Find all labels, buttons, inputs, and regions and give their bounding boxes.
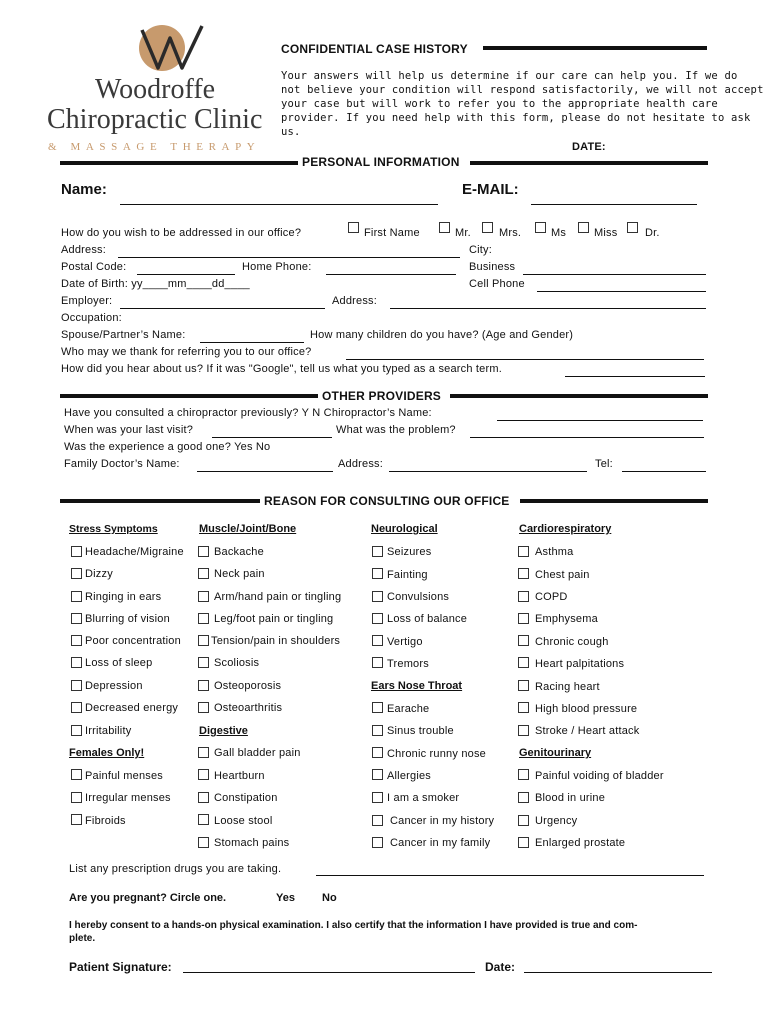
symptom-label: Osteoarthritis: [214, 702, 283, 714]
symptom-label: Loss of balance: [387, 613, 468, 625]
checkbox[interactable]: [372, 568, 383, 579]
chiropractor-name-field[interactable]: [497, 420, 703, 421]
salutation-option-label: Mrs.: [499, 227, 522, 239]
checkbox[interactable]: [372, 591, 383, 602]
checkbox[interactable]: [71, 702, 82, 713]
header-date-label: DATE:: [572, 141, 606, 153]
checkbox[interactable]: [518, 815, 529, 826]
checkbox[interactable]: [372, 657, 383, 668]
patient-signature-field[interactable]: [183, 972, 475, 973]
checkbox[interactable]: [198, 814, 209, 825]
section-rule: [470, 161, 708, 165]
salutation-miss-checkbox[interactable]: [578, 222, 589, 233]
symptom-label: Seizures: [387, 546, 432, 558]
symptom-label: Chest pain: [535, 569, 590, 581]
address-field[interactable]: [118, 257, 460, 258]
symptom-label: Loss of sleep: [85, 657, 153, 669]
column-header-digestive: Digestive: [199, 725, 248, 737]
checkbox[interactable]: [372, 792, 383, 803]
logo-line-1: Woodroffe: [95, 74, 216, 105]
checkbox[interactable]: [518, 680, 529, 691]
checkbox[interactable]: [71, 680, 82, 691]
checkbox[interactable]: [518, 837, 529, 848]
checkbox[interactable]: [198, 657, 209, 668]
symptom-label: Painful menses: [85, 770, 164, 782]
checkbox[interactable]: [372, 769, 383, 780]
symptom-label: Asthma: [535, 546, 574, 558]
checkbox[interactable]: [518, 769, 529, 780]
salutation-mrs-checkbox[interactable]: [482, 222, 493, 233]
email-label: E-MAIL:: [462, 181, 519, 198]
prescription-drugs-label: List any prescription drugs you are taking.: [69, 863, 282, 875]
checkbox[interactable]: [372, 613, 383, 624]
family-doctor-field[interactable]: [197, 471, 333, 472]
symptom-label: Fainting: [387, 569, 428, 581]
spouse-label: Spouse/Partner’s Name:: [61, 329, 186, 341]
checkbox[interactable]: [198, 792, 209, 803]
city-label: City:: [469, 244, 492, 256]
checkbox[interactable]: [198, 680, 209, 691]
section-rule: [450, 394, 708, 398]
problem-field[interactable]: [470, 437, 704, 438]
symptom-label: Neck pain: [214, 568, 265, 580]
symptom-label: Osteoporosis: [214, 680, 282, 692]
symptom-label: Ringing in ears: [85, 591, 162, 603]
checkbox[interactable]: [71, 814, 82, 825]
salutation-option-label: First Name: [364, 227, 420, 239]
checkbox[interactable]: [518, 792, 529, 803]
checkbox[interactable]: [518, 546, 529, 557]
checkbox[interactable]: [71, 769, 82, 780]
postal-code-label: Postal Code:: [61, 261, 127, 273]
symptom-label: Loose stool: [214, 815, 273, 827]
checkbox[interactable]: [372, 546, 383, 557]
symptom-label: Arm/hand pain or tingling: [214, 591, 342, 603]
hear-about-label: How did you hear about us? If it was "Google", tell us what you typed as a search term.: [61, 363, 502, 375]
salutation-first-name-checkbox[interactable]: [348, 222, 359, 233]
symptom-label: Poor concentration: [85, 635, 181, 647]
spouse-field[interactable]: [200, 342, 304, 343]
checkbox[interactable]: [71, 792, 82, 803]
experience-question: Was the experience a good one? Yes No: [64, 441, 271, 453]
symptom-label: Constipation: [214, 792, 278, 804]
symptom-label: Stroke / Heart attack: [535, 725, 640, 737]
checkbox[interactable]: [198, 591, 209, 602]
checkbox[interactable]: [372, 815, 383, 826]
home-phone-label: Home Phone:: [242, 261, 312, 273]
intro-line: provider. If you need help with this form, please do not hesitate to ask: [281, 112, 751, 124]
symptom-label: Tension/pain in shoulders: [211, 635, 341, 647]
symptom-label: Racing heart: [535, 681, 600, 693]
employer-field[interactable]: [120, 308, 325, 309]
intro-line: Your answers will help us determine if our care can help you. If we do: [281, 70, 738, 82]
checkbox[interactable]: [198, 769, 209, 780]
name-label: Name:: [61, 181, 107, 198]
employer-label: Employer:: [61, 295, 113, 307]
referral-field[interactable]: [346, 359, 704, 360]
signature-date-field[interactable]: [524, 972, 712, 973]
symptom-label: Depression: [85, 680, 143, 692]
column-header-genitourinary: Genitourinary: [519, 747, 592, 759]
symptom-label: Sinus trouble: [387, 725, 454, 737]
business-phone-field[interactable]: [523, 274, 706, 275]
salutation-ms-checkbox[interactable]: [535, 222, 546, 233]
symptom-label: I am a smoker: [387, 792, 460, 804]
salutation-option-label: Miss: [594, 227, 618, 239]
section-rule: [60, 394, 318, 398]
signature-date-label: Date:: [485, 960, 516, 974]
doctor-tel-field[interactable]: [622, 471, 706, 472]
symptom-label: Earache: [387, 703, 430, 715]
checkbox[interactable]: [198, 568, 209, 579]
column-header-neurological: Neurological: [371, 523, 438, 535]
symptom-label: Stomach pains: [214, 837, 290, 849]
checkbox[interactable]: [198, 837, 209, 848]
column-header-ent: Ears Nose Throat: [371, 680, 463, 692]
symptom-label: Blurring of vision: [85, 613, 170, 625]
salutation-option-label: Dr.: [645, 227, 660, 239]
symptom-label: Chronic runny nose: [387, 748, 486, 760]
logo-mark-icon: [132, 24, 212, 76]
checkbox[interactable]: [71, 546, 82, 557]
section-personal-title: PERSONAL INFORMATION: [302, 155, 460, 169]
doctor-address-label: Address:: [338, 458, 384, 470]
symptom-label: Heart palpitations: [535, 658, 625, 670]
salutation-option-label: Mr.: [455, 227, 471, 239]
symptom-label: COPD: [535, 591, 568, 603]
symptom-label: Leg/foot pain or tingling: [214, 613, 334, 625]
checkbox[interactable]: [372, 702, 383, 713]
cell-phone-field[interactable]: [537, 291, 706, 292]
checkbox[interactable]: [71, 568, 82, 579]
employer-address-field[interactable]: [390, 308, 706, 309]
last-visit-label: When was your last visit?: [64, 424, 194, 436]
symptom-label: Irregular menses: [85, 792, 171, 804]
home-phone-field[interactable]: [326, 274, 456, 275]
children-label: How many children do you have? (Age and Gender): [310, 329, 574, 341]
name-field[interactable]: [120, 204, 438, 205]
column-header-muscle: Muscle/Joint/Bone: [199, 523, 297, 535]
section-rule: [520, 499, 708, 503]
symptom-label: Cancer in my family: [390, 837, 491, 849]
logo-line-3: & MASSAGE THERAPY: [48, 141, 261, 153]
section-providers-title: OTHER PROVIDERS: [322, 389, 442, 403]
occupation-label: Occupation:: [61, 312, 122, 324]
address-label: Address:: [61, 244, 107, 256]
intro-line: your case but will work to refer you to the appropriate health care: [281, 98, 718, 110]
title-rule: [483, 46, 707, 50]
column-header-cardio: Cardiorespiratory: [519, 523, 612, 535]
checkbox[interactable]: [372, 837, 383, 848]
doctor-address-field[interactable]: [389, 471, 587, 472]
checkbox[interactable]: [372, 635, 383, 646]
section-rule: [60, 499, 260, 503]
last-visit-field[interactable]: [212, 437, 332, 438]
checkbox[interactable]: [198, 702, 209, 713]
dob-label: Date of Birth: yy____mm____dd____: [61, 278, 250, 290]
checkbox[interactable]: [518, 635, 529, 646]
symptom-label: Decreased energy: [85, 702, 179, 714]
checkbox[interactable]: [71, 725, 82, 736]
hear-about-field[interactable]: [565, 376, 705, 377]
patient-signature-label: Patient Signature:: [69, 960, 172, 974]
salutation-option-label: Ms: [551, 227, 567, 239]
salutation-mr-checkbox[interactable]: [439, 222, 450, 233]
column-header-females: Females Only!: [69, 747, 145, 759]
symptom-label: Convulsions: [387, 591, 450, 603]
checkbox[interactable]: [198, 747, 209, 758]
symptom-label: Cancer in my history: [390, 815, 495, 827]
checkbox[interactable]: [372, 725, 383, 736]
consent-text: I hereby consent to a hands-on physical examination. I also certify that the information I have provided is true and com-: [69, 920, 638, 931]
salutation-dr-checkbox[interactable]: [627, 222, 638, 233]
symptom-label: High blood pressure: [535, 703, 638, 715]
symptom-label: Gall bladder pain: [214, 747, 301, 759]
symptom-label: Painful voiding of bladder: [535, 770, 664, 782]
consent-text: plete.: [69, 933, 96, 944]
symptom-label: Headache/Migraine: [85, 546, 184, 558]
email-field[interactable]: [531, 204, 697, 205]
symptom-label: Dizzy: [85, 568, 113, 580]
symptom-label: Enlarged prostate: [535, 837, 626, 849]
referral-label: Who may we thank for referring you to our office?: [61, 346, 312, 358]
checkbox[interactable]: [372, 747, 383, 758]
symptom-label: Backache: [214, 546, 264, 558]
checkbox[interactable]: [198, 635, 209, 646]
symptom-label: Heartburn: [214, 770, 265, 782]
symptom-label: Urgency: [535, 815, 578, 827]
checkbox[interactable]: [71, 635, 82, 646]
prescription-drugs-field[interactable]: [316, 875, 704, 876]
symptom-label: Scoliosis: [214, 657, 260, 669]
family-doctor-label: Family Doctor’s Name:: [64, 458, 180, 470]
symptom-label: Chronic cough: [535, 636, 609, 648]
problem-label: What was the problem?: [336, 424, 456, 436]
column-header-stress: Stress Symptoms: [69, 523, 158, 535]
checkbox[interactable]: [518, 591, 529, 602]
intro-line: us.: [281, 126, 301, 138]
symptom-label: Fibroids: [85, 815, 126, 827]
checkbox[interactable]: [518, 613, 529, 624]
checkbox[interactable]: [71, 591, 82, 602]
salutation-question: How do you wish to be addressed in our office?: [61, 227, 302, 239]
checkbox[interactable]: [518, 657, 529, 668]
symptom-label: Emphysema: [535, 613, 598, 625]
business-phone-label: Business: [469, 261, 516, 273]
checkbox[interactable]: [71, 613, 82, 624]
doctor-tel-label: Tel:: [595, 458, 613, 470]
chiropractor-question: Have you consulted a chiropractor previously? Y N Chiropractor’s Name:: [64, 407, 432, 419]
symptom-label: Irritability: [85, 725, 132, 737]
cell-phone-label: Cell Phone: [469, 278, 525, 290]
section-rule: [60, 161, 298, 165]
logo-line-2: Chiropractic Clinic: [47, 104, 263, 135]
checkbox[interactable]: [518, 725, 529, 736]
pregnant-yes-option[interactable]: Yes: [276, 892, 295, 904]
employer-address-label: Address:: [332, 295, 378, 307]
postal-code-field[interactable]: [137, 274, 235, 275]
checkbox[interactable]: [198, 546, 209, 557]
checkbox[interactable]: [518, 702, 529, 713]
symptom-label: Allergies: [387, 770, 431, 782]
symptom-label: Vertigo: [387, 636, 423, 648]
pregnant-no-option[interactable]: No: [322, 892, 337, 904]
symptom-label: Blood in urine: [535, 792, 606, 804]
intro-line: not believe your condition will respond satisfactorily, we will not accept: [281, 84, 764, 96]
section-reasons-title: REASON FOR CONSULTING OUR OFFICE: [264, 494, 510, 508]
checkbox[interactable]: [518, 568, 529, 579]
checkbox[interactable]: [198, 613, 209, 624]
checkbox[interactable]: [71, 657, 82, 668]
form-title: CONFIDENTIAL CASE HISTORY: [281, 42, 468, 56]
pregnant-question: Are you pregnant? Circle one.: [69, 892, 227, 904]
symptom-label: Tremors: [387, 658, 429, 670]
